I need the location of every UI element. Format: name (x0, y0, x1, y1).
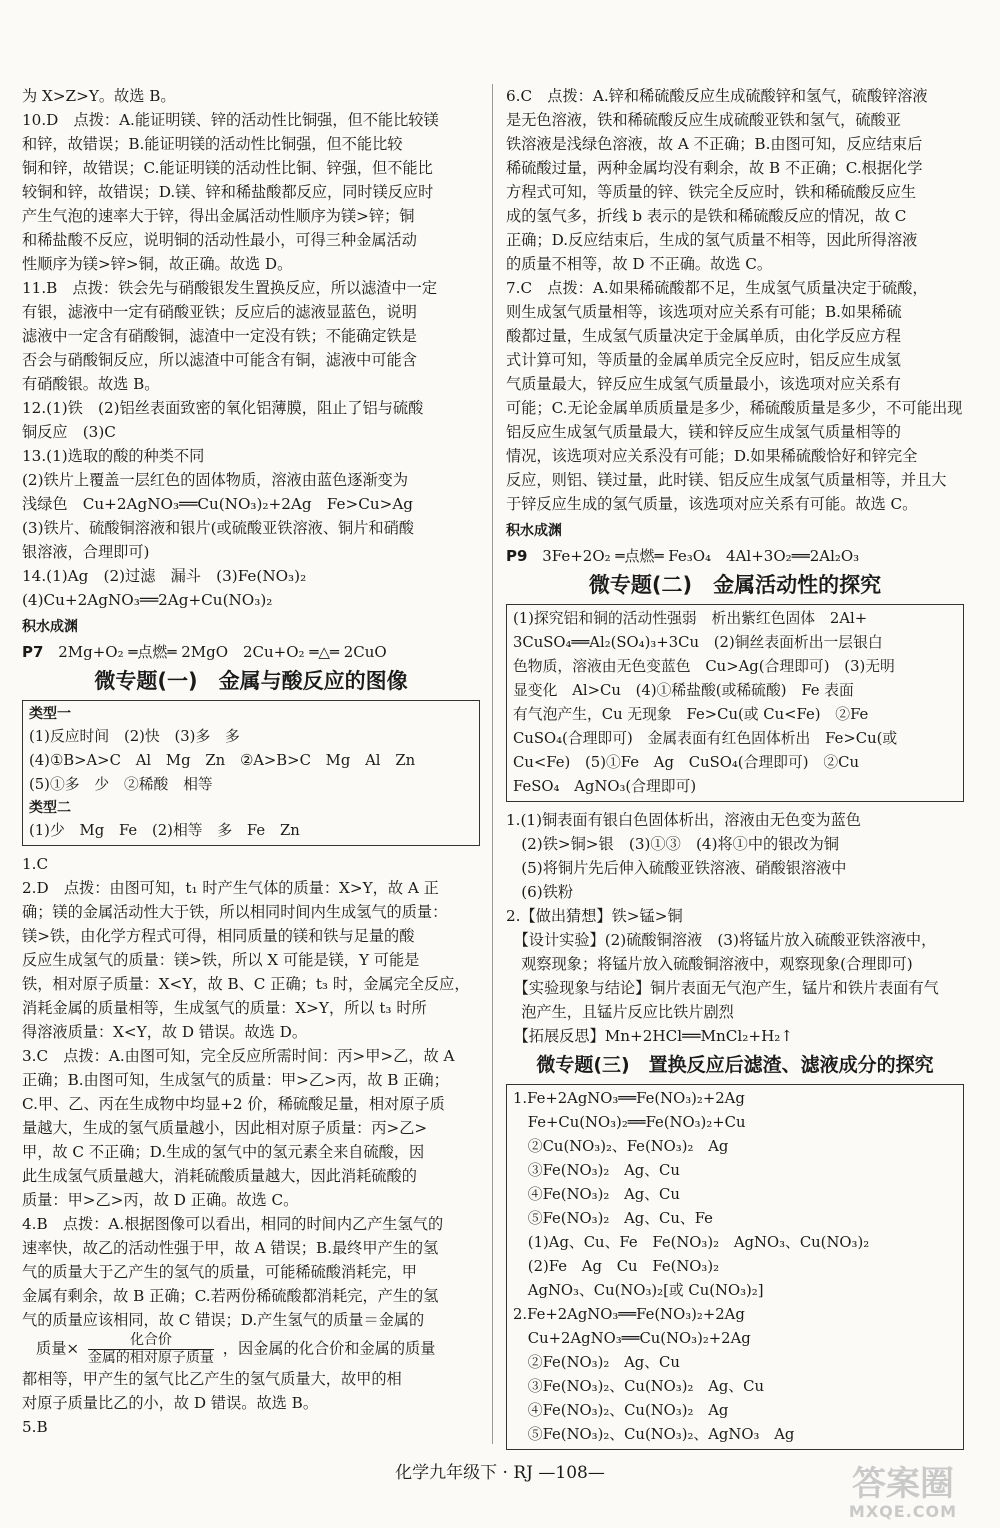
box-line: Fe+Cu(NO₃)₂══Fe(NO₃)₂+Cu (513, 1114, 746, 1131)
box-line: (1)反应时间 (2)快 (3)多 多 (29, 728, 240, 745)
answer-line: 7.C 点拨：A.如果稀硫酸都不足，生成氢气质量决定于硫酸， (506, 279, 928, 297)
answer-line: 铜和锌，故错误；C.能证明镁的活动性比铜、锌强，但不能比 (22, 159, 433, 177)
fraction-prefix: 质量× (36, 1339, 80, 1358)
answer-line: 有银，滤液中一定有硝酸亚铁；反应后的滤液显蓝色，说明 (22, 303, 417, 321)
right-answers-part1 (506, 84, 964, 516)
answer-line: 消耗金属的质量相等，生成氢气的质量：X>Y，所以 t₃ 时所 (22, 999, 427, 1017)
answer-line: 铝反应生成氢气质量最大，镁和锌反应生成氢气质量相等的 (506, 423, 901, 441)
answer-line: 4.B 点拨：A.根据图像可以看出，相同的时间内乙产生氢气的 (22, 1215, 444, 1233)
answer-line: (2)铁>铜>银 (3)①③ (4)将①中的银改为铜 (506, 835, 839, 853)
p9-equations (506, 544, 964, 568)
answer-line: 反应生成氢气的质量：镁>铁，所以 X 可能是镁，Y 可能是 (22, 951, 420, 969)
answer-line: 10.D 点拨：A.能证明镁、锌的活动性比铜强，但不能比较镁 (22, 111, 439, 129)
type1-label: 类型一 (29, 706, 71, 722)
answer-line: 气的质量大于乙产生的氢气的质量，可能稀硫酸消耗完，甲 (22, 1263, 417, 1281)
section-heading-jishui: 积水成渊 (22, 619, 78, 635)
type2-lines (29, 819, 473, 843)
box-line: 显变化 Al>Cu (4)①稀盐酸(或稀硫酸) Fe 表面 (513, 682, 854, 699)
p9-label: P9 (506, 547, 528, 565)
answer-line: (4)Cu+2AgNO₃══2Ag+Cu(NO₃)₂ (22, 591, 273, 609)
answer-line: 情况，该选项对应关系没有可能；D.如果稀硫酸恰好和锌完全 (506, 447, 918, 465)
answer-line: 铁，相对原子质量：X<Y，故 B、C 正确；t₃ 时，金属完全反应， (22, 975, 470, 993)
p7-label: P7 (22, 643, 44, 661)
answer-line: 【实验现象与结论】铜片表面无气泡产生，锰片和铁片表面有气 (506, 979, 939, 997)
answer-line: 正确；B.由图可知，生成氢气的质量：甲>乙>丙，故 B 正确； (22, 1071, 449, 1089)
answer-line: 较铜和锌，故错误；D.镁、锌和稀盐酸都反应，同时镁反应时 (22, 183, 434, 201)
answer-line: 滤液中一定含有硝酸铜，滤渣中一定没有铁；不能确定铁是 (22, 327, 417, 345)
right-answers-part2 (506, 808, 964, 1048)
answer-line: (3)铁片、硫酸铜溶液和银片(或硫酸亚铁溶液、铜片和硝酸 (22, 519, 414, 537)
fraction-denominator: 金属的相对原子质量 (87, 1350, 214, 1366)
answer-line: 式计算可知，等质量的金属单质完全反应时，铝反应生成氢 (506, 351, 901, 369)
answer-line: 成的氢气多，折线 b 表示的是铁和稀硫酸反应的情况，故 C (506, 207, 907, 225)
answer-line: 产生气泡的速率大于锌，得出金属活动性顺序为镁>锌；铜 (22, 207, 415, 225)
left-answers-part3 (22, 1367, 480, 1439)
answer-line: 3.C 点拨：A.由图可知，完全反应所需时间：丙>甲>乙，故 A (22, 1047, 455, 1065)
answer-line: 气质量最大，锌反应生成氢气质量最小，该选项对应关系有 (506, 375, 901, 393)
box-line: ⑤Fe(NO₃)₂ Ag、Cu、Fe (513, 1210, 713, 1227)
answer-line: (6)铁粉 (506, 883, 574, 901)
summary-box-2 (506, 604, 964, 802)
answer-line: 和锌，故错误；B.能证明镁的活动性比铜强，但不能比较 (22, 135, 403, 153)
box-line: CuSO₄(合理即可) 金属表面有红色固体析出 Fe>Cu(或 (513, 730, 898, 747)
answer-line: 的质量不相等，故 D 不正确。故选 C。 (506, 255, 773, 273)
left-answers-part2 (22, 852, 480, 1332)
answer-line: 可能；C.无论金属单质质量是多少，稀硫酸质量是多少，不可能出现 (506, 399, 963, 417)
box-line: ③Fe(NO₃)₂ Ag、Cu (513, 1162, 680, 1179)
page-footer: 化学九年级下 · RJ —108— (395, 1463, 605, 1483)
box-line: (1)探究铝和铜的活动性强弱 析出紫红色固体 2Al+ (513, 610, 868, 627)
box-line: ⑤Fe(NO₃)₂、Cu(NO₃)₂、AgNO₃ Ag (513, 1426, 795, 1443)
box-line: 2.Fe+2AgNO₃══Fe(NO₃)₂+2Ag (513, 1306, 745, 1323)
box-line: ④Fe(NO₃)₂、Cu(NO₃)₂ Ag (513, 1402, 729, 1419)
box-line: (5)①多 少 ②稀酸 相等 (29, 776, 213, 793)
box-line: FeSO₄ AgNO₃(合理即可) (513, 778, 697, 795)
watermark-text: 答案圈 (852, 1464, 954, 1504)
answer-line: 镁>铁，由化学方程式可得，相同质量的镁和铁与足量的酸 (22, 927, 415, 945)
answer-line: 【拓展反思】Mn+2HCl══MnCl₂+H₂↑ (506, 1027, 794, 1045)
answer-line: 速率快，故乙的活动性强于甲，故 A 错误；B.最终甲产生的氢 (22, 1239, 439, 1257)
answer-line: 观察现象；将锰片放入硫酸铜溶液中，观察现象(合理即可) (506, 955, 913, 973)
answer-line: 5.B (22, 1418, 48, 1436)
topic-title-3: 微专题(三) 置换反应后滤渣、滤液成分的探究 (536, 1054, 934, 1076)
summary-box-3 (506, 1084, 964, 1450)
box-line: (1)Ag、Cu、Fe Fe(NO₃)₂ AgNO₃、Cu(NO₃)₂ (513, 1234, 870, 1251)
answer-line: 2.D 点拨：由图可知，t₁ 时产生气体的质量：X>Y，故 A 正 (22, 879, 439, 897)
box-line: 有气泡产生，Cu 无现象 Fe>Cu(或 Cu<Fe) ②Fe (513, 706, 869, 723)
answer-line: 于锌反应生成的氢气质量，该选项对应关系有可能。故选 C。 (506, 495, 918, 513)
answer-line: 量越大，生成的氢气质量越小，因此相对原子质量：丙>乙> (22, 1119, 428, 1137)
answer-line: 12.(1)铁 (2)铝丝表面致密的氧化铝薄膜，阻止了铝与硫酸 (22, 399, 424, 417)
box-line: Cu<Fe) (5)①Fe Ag CuSO₄(合理即可) ②Cu (513, 754, 859, 771)
answer-line: (2)铁片上覆盖一层红色的固体物质，溶液由蓝色逐渐变为 (22, 471, 409, 489)
answer-line: 都相等，甲产生的氢气比乙产生的氢气质量大，故甲的相 (22, 1370, 402, 1388)
box-line: 3CuSO₄══Al₂(SO₄)₃+3Cu (2)铜丝表面析出一层银白 (513, 634, 883, 651)
answer-line: 气的质量应该相同，故 C 错误；D.产生氢气的质量＝金属的 (22, 1311, 425, 1329)
box-line: ②Fe(NO₃)₂ Ag、Cu (513, 1354, 680, 1371)
box-line: Cu+2AgNO₃══Cu(NO₃)₂+2Ag (513, 1330, 751, 1347)
valence-fraction (88, 1332, 214, 1367)
answer-line: 得溶液质量：X<Y，故 D 错误。故选 D。 (22, 1023, 308, 1041)
topic-title-2: 微专题(二) 金属活动性的探究 (588, 573, 882, 597)
box-line: ④Fe(NO₃)₂ Ag、Cu (513, 1186, 680, 1203)
section-heading-jishui-2: 积水成渊 (506, 523, 562, 539)
answer-line: 甲，故 C 不正确；D.生成的氢气中的氢元素全来自硫酸，因 (22, 1143, 425, 1161)
p7-equation-text: 2Mg+O₂ ═点燃═ 2MgO 2Cu+O₂ ═△═ 2CuO (58, 643, 387, 661)
answer-line: 浅绿色 Cu+2AgNO₃══Cu(NO₃)₂+2Ag Fe>Cu>Ag (22, 495, 414, 513)
answer-line: (5)将铜片先后伸入硫酸亚铁溶液、硝酸银溶液中 (506, 859, 847, 877)
answer-line: 银溶液，合理即可) (22, 543, 150, 561)
fraction-suffix: ，因金属的化合价和金属的质量 (222, 1339, 436, 1358)
box-line: ③Fe(NO₃)₂、Cu(NO₃)₂ Ag、Cu (513, 1378, 765, 1395)
answer-line: 【设计实验】(2)硫酸铜溶液 (3)将锰片放入硫酸亚铁溶液中， (506, 931, 937, 949)
topic-title-1: 微专题(一) 金属与酸反应的图像 (94, 669, 408, 693)
answer-line: 酸都过量，生成氢气质量决定于金属单质，由化学反应方程 (506, 327, 901, 345)
answer-line: 确；镁的金属活动性大于铁，所以相同时间内生成氢气的质量： (22, 903, 448, 921)
answer-line: 2.【做出猜想】铁>锰>铜 (506, 907, 683, 925)
box-line: (2)Fe Ag Cu Fe(NO₃)₂ (513, 1258, 720, 1275)
answer-line: 稀硫酸过量，两种金属均没有剩余，故 B 不正确；C.根据化学 (506, 159, 923, 177)
answer-line: 对原子质量比乙的小，故 D 错误。故选 B。 (22, 1394, 319, 1412)
answer-line: 此生成氢气质量越大，消耗硫酸质量越大，因此消耗硫酸的 (22, 1167, 417, 1185)
answer-line: 1.(1)铜表面有银白色固体析出，溶液由无色变为蓝色 (506, 811, 861, 829)
answer-line: 泡产生，且锰片反应比铁片剧烈 (506, 1003, 734, 1021)
fraction-line (22, 1332, 480, 1367)
answer-line: 11.B 点拨：铁会先与硝酸银发生置换反应，所以滤渣中一定 (22, 279, 438, 297)
box-line: ②Cu(NO₃)₂、Fe(NO₃)₂ Ag (513, 1138, 729, 1155)
answer-line: 6.C 点拨：A.锌和稀硫酸反应生成硫酸锌和氢气，硫酸锌溶液 (506, 87, 928, 105)
watermark-url: MXQE.COM (848, 1502, 958, 1521)
answer-line: 是无色溶液，铁和稀硫酸反应生成硫酸亚铁和氢气，硫酸亚 (506, 111, 901, 129)
box-line: (1)少 Mg Fe (2)相等 多 Fe Zn (29, 822, 300, 839)
column-divider (492, 84, 493, 1444)
answer-line: 铁溶液是浅绿色溶液，故 A 不正确；B.由图可知，反应结束后 (506, 135, 923, 153)
answer-line: 质量：甲>乙>丙，故 D 正确。故选 C。 (22, 1191, 299, 1209)
box-line: AgNO₃、Cu(NO₃)₂[或 Cu(NO₃)₂] (513, 1282, 764, 1299)
answer-line: 性顺序为镁>锌>铜，故正确。故选 D。 (22, 255, 293, 273)
answer-line: 金属有剩余，故 B 正确；C.若两份稀硫酸都消耗完，产生的氢 (22, 1287, 439, 1305)
answer-line: 有硝酸银。故选 B。 (22, 375, 160, 393)
answer-line: 为 X>Z>Y。故选 B。 (22, 87, 176, 105)
answer-line: 则生成氢气质量相等，该选项对应关系有可能；B.如果稀硫 (506, 303, 902, 321)
answer-line: 13.(1)选取的酸的种类不同 (22, 447, 205, 465)
box-line: 色物质，溶液由无色变蓝色 Cu>Ag(合理即可) (3)无明 (513, 658, 895, 675)
type1-lines (29, 725, 473, 797)
answer-line: 1.C (22, 855, 49, 873)
box-line: 1.Fe+2AgNO₃══Fe(NO₃)₂+2Ag (513, 1090, 745, 1107)
fraction-numerator: 化合价 (88, 1332, 214, 1350)
left-answers-part1 (22, 84, 480, 612)
answer-line: 14.(1)Ag (2)过滤 漏斗 (3)Fe(NO₃)₂ (22, 567, 307, 585)
answer-line: 方程式可知，等质量的锌、铁完全反应时，铁和稀硫酸反应生 (506, 183, 917, 201)
watermark-logo (828, 1466, 978, 1521)
type2-label: 类型二 (29, 800, 71, 816)
answer-line: 和稀盐酸不反应，说明铜的活动性最小，可得三种金属活动 (22, 231, 417, 249)
right-column (506, 84, 964, 1456)
answer-line: 否会与硝酸铜反应，所以滤渣中可能含有铜，滤液中可能含 (22, 351, 417, 369)
p7-equations (22, 640, 480, 664)
answer-line: 正确；D.反应结束后，生成的氢气质量不相等，因此所得溶液 (506, 231, 918, 249)
box-line: (4)①B>A>C Al Mg Zn ②A>B>C Mg Al Zn (29, 752, 416, 769)
summary-box-1 (22, 700, 480, 846)
answer-line: 铜反应 (3)C (22, 423, 116, 441)
p9-equation-text: 3Fe+2O₂ ═点燃═ Fe₃O₄ 4Al+3O₂══2Al₂O₃ (542, 547, 860, 565)
answer-line: 反应，则铝、镁过量，此时镁、铝反应生成氢气质量相等，并且大 (506, 471, 947, 489)
left-column (22, 84, 480, 1439)
answer-line: C.甲、乙、丙在生成物中均显+2 价，稀硫酸足量，相对原子质 (22, 1095, 445, 1113)
